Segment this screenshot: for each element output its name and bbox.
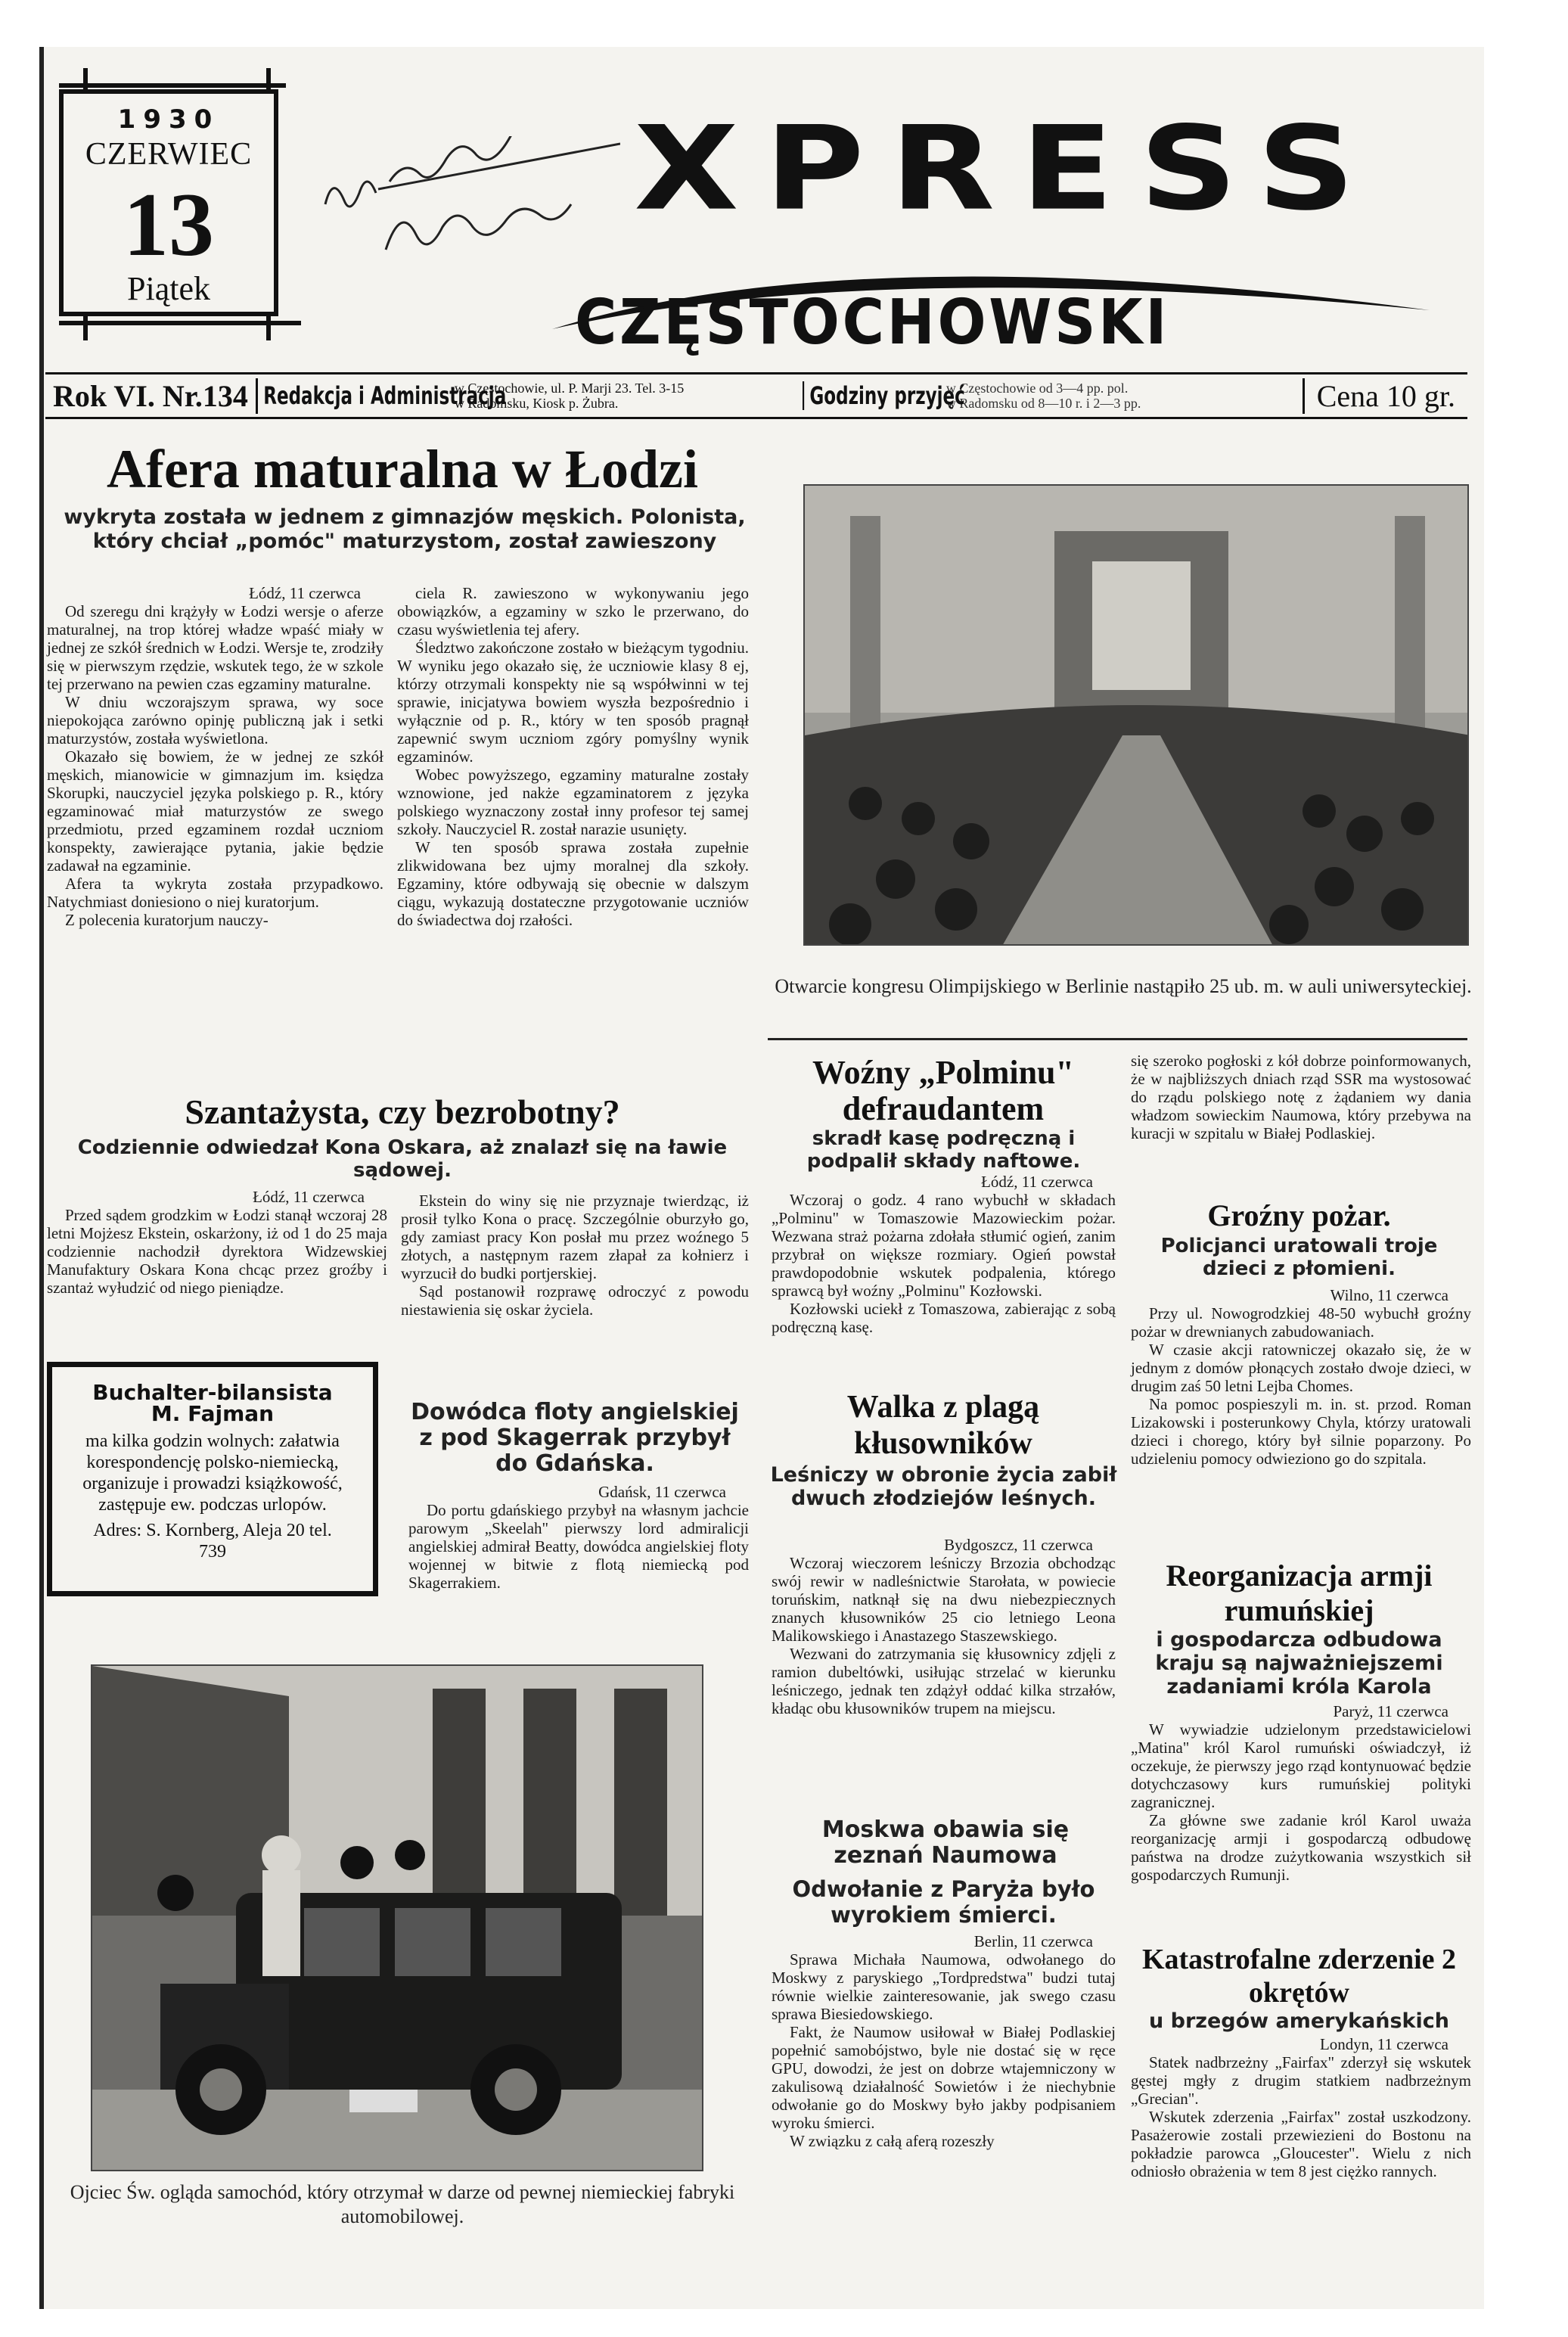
paragraph: Kozłowski uciekł z Tomaszowa, zabierając z sobą podręczną kasę. xyxy=(772,1300,1116,1336)
paragraph: Sąd postanowił rozprawę odroczyć z powodu niestawienia się oskar życiela. xyxy=(401,1282,749,1319)
dateline: Bydgoszcz, 11 czerwca xyxy=(944,1536,1093,1554)
paragraph: Ekstein do winy się nie przyznaje twierdząc, iż prosił tylko Kona o pracę. Szczególnie oburzyło go, gdy zamiast pracy Kon posłał mu przez woźnego 5 złotych, a następnym razem złapał za kołnierz i wyrzucił do budki portjerskiej. xyxy=(401,1192,749,1282)
subheadline-moskwa: Odwołanie z Paryża było wyrokiem śmierci. xyxy=(792,1876,1095,1928)
info-bar xyxy=(45,372,1467,419)
ad-address: Adres: S. Kornberg, Aleja 20 tel. 739 xyxy=(93,1521,332,1562)
article-szantazysta-col1 xyxy=(47,1188,387,1297)
paragraph: Okazało się bowiem, że w jednej ze szkół męskich, mianowicie w gimnazjum im. księdza Skorupki, nauczyciel języka polskiego p. R., który egzaminować miał maturzystów ze swego przedmiotu, przed egzaminem rozdał uczniom konspekty, zawierające pytania, jakie będzie zadawał na egzaminie. xyxy=(47,747,383,875)
office-address-line: w Radomsku, Kiosk p. Żubra. xyxy=(454,396,619,411)
caption-pope-car: Ojciec Św. ogląda samochód, który otrzymał w darze od pewnej niemieckiej fabryki automobilowej. xyxy=(70,2181,735,2227)
paragraph: W wywiadzie udzielonym przedstawicielowi „Matina" król Karol rumuński oświadczył, iż oczekuje, że pierwszy jego rząd kontynuować będzie dotychczasowy kurs rumuńskiej polityki zagranicznej. xyxy=(1131,1720,1471,1811)
article-klusownicy xyxy=(772,1536,1116,1717)
paragraph: Wczoraj o godz. 4 rano wybuchł w składach „Polminu" w Tomaszowie Mazowieckim pożar. Wezwana straż pożarna zdołała stłumić ogień, zanim przybrał on większe rozmiary. Ogień powstał prawdopodobnie wskutek podpalenia, którego sprawcą był woźny „Polminu" Kozłowski. xyxy=(772,1191,1116,1300)
article-moskwa xyxy=(772,1932,1116,2150)
headline-szantazysta: Szantażysta, czy bezrobotny? xyxy=(185,1092,620,1131)
office-hours-line: w Częstochowie od 3—4 pp. pol. xyxy=(945,381,1129,396)
ad-body: ma kilka godzin wolnych: załatwia korespondencję polsko-niemiecką, organizuje i prowadzi książkowość, zastępuje ew. podczas urlopów. xyxy=(82,1431,343,1515)
headline-flota: Dowódca floty angielskiej z pod Skagerrak przybył do Gdańska. xyxy=(411,1399,739,1477)
masthead-city: CZĘSTOCHOWSKI xyxy=(575,287,1170,359)
dateline: Londyn, 11 czerwca xyxy=(1319,2035,1448,2053)
dateline: Łódź, 11 czerwca xyxy=(249,584,361,602)
subheadline-pozar: Policjanci uratowali troje dzieci z płomieni. xyxy=(1160,1235,1438,1280)
headline-klusownicy: Walka z plagą kłusowników xyxy=(846,1390,1040,1461)
dateline: Łódź, 11 czerwca xyxy=(981,1173,1093,1191)
article-rumunia xyxy=(1131,1702,1471,1884)
paragraph: Wobec powyższego, egzaminy maturalne zostały wznowione, jed nakże egzaminatorem z języka polskiego wyznaczony został inny profesor tej samej szkoły. Nauczyciel R. został narazie usunięty. xyxy=(397,766,749,838)
subheadline-wozny: skradł kasę podręczną i podpalił składy naftowe. xyxy=(806,1127,1081,1173)
headline-pozar: Groźny pożar. xyxy=(1207,1198,1391,1232)
article-moskwa-continued xyxy=(1131,1052,1471,1142)
ad-name: M. Fajman xyxy=(151,1401,275,1426)
office-address-line: w Częstochowie, ul. P. Marji 23. Tel. 3-15 xyxy=(454,381,685,396)
paragraph: Z polecenia kuratorjum nauczy- xyxy=(65,911,269,929)
subheadline-rumunia: i gospodarcza odbudowa kraju są najważniejszemi zadaniami króla Karola xyxy=(1155,1628,1443,1698)
paragraph: Afera ta wykryta została przypadkowo. Natychmiast doniesiono o niej kuratorjum. xyxy=(47,875,383,911)
paragraph: Przy ul. Nowogrodzkiej 48-50 wybuchł groźny pożar w drewnianych zabudowaniach. xyxy=(1131,1304,1471,1341)
article-afera-col2 xyxy=(397,584,749,929)
volume-number: Rok VI. Nr.134 xyxy=(45,378,258,414)
paragraph: W związku z całą aferą rozeszły xyxy=(790,2132,995,2150)
dateline: Berlin, 11 czerwca xyxy=(973,1932,1093,1950)
masthead-title: XPRESS xyxy=(634,101,1381,237)
headline-moskwa: Moskwa obawia się zeznań Naumowa xyxy=(821,1816,1070,1869)
subheadline-szantazysta: Codziennie odwiedzał Kona Oskara, aż znalazł się na ławie sądowej. xyxy=(77,1136,728,1182)
paragraph: Wskutek zderzenia „Fairfax" został uszkodzony. Pasażerowie zostali przewiezieni do Bostonu na pokładzie parowca „Gloucester". Wielu z nich odniosło obrażenia w tem 8 jest ciężko rannych. xyxy=(1131,2108,1471,2180)
issue-month: CZERWIEC xyxy=(85,137,253,172)
subheadline-afera: wykryta została w jednem z gimnazjów męskich. Polonista, który chciał „pomóc" maturzystom, został zawieszony xyxy=(64,505,746,553)
paragraph: Do portu gdańskiego przybył na własnym jachcie parowym „Skeelah" pierwszy lord admiralicji angielskiej admirał Beatty, dowódca angielskiej floty wojennej w bitwie z flotą niemiecką pod Skagerrakiem. xyxy=(408,1501,749,1592)
article-okrety xyxy=(1131,2035,1471,2180)
datebox-bottom-rule xyxy=(59,321,301,325)
headline-okrety: Katastrofalne zderzenie 2 okrętów xyxy=(1141,1944,1457,2009)
hours-label: Godziny przyjęć xyxy=(803,381,901,410)
dateline: Paryż, 11 czerwca xyxy=(1333,1702,1448,1720)
dateline: Gdańsk, 11 czerwca xyxy=(598,1483,726,1501)
price: Cena 10 gr. xyxy=(1303,378,1467,414)
office-hours xyxy=(939,381,1188,411)
office-label: Redakcja i Administracja xyxy=(263,381,507,410)
dateline: Łódź, 11 czerwca xyxy=(253,1188,365,1206)
article-flota xyxy=(408,1483,749,1592)
paragraph: się szeroko pogłoski z kół dobrze poinformowanych, że w najbliższych dniach rząd SSR ma wystosować do rządu polskiego notę z żądaniem wy dania władzom sowieckim Naumowa, który przebywa na kuracji w szpitalu w Białej Podlaskiej. xyxy=(1131,1052,1471,1142)
photo-pope-car xyxy=(91,1664,703,2171)
article-pozar xyxy=(1131,1286,1471,1468)
headline-rumunia: Reorganizacja armji rumuńskiej xyxy=(1166,1559,1433,1627)
paragraph: Przed sądem grodzkim w Łodzi stanął wczoraj 28 letni Mojżesz Ekstein, oskarżony, iż od 1 do 25 maja codziennie nachodził dyrektora Widzewskiej Manufaktury Oskara Kona chcąc przez groźby i szantaż wyłudzić od niego pieniądze. xyxy=(47,1206,387,1297)
dateline: Wilno, 11 czerwca xyxy=(1330,1286,1448,1304)
paragraph: W dniu wczorajszym sprawa, wy soce niepokojąca zarówno opinję publiczną jak i setki maturzystów, została wyświetlona. xyxy=(47,693,383,747)
subheadline-klusownicy: Leśniczy w obronie życia zabił dwuch złodziejów leśnych. xyxy=(770,1463,1117,1510)
paragraph: Wezwani do zatrzymania się kłusownicy zdjęli z ramion dubeltówki, usiłując strzelać w kierunku leśniczego, jednak ten zdążył oddać kilka strzałów, kładąc obu kłusowników trupem na miejscu. xyxy=(772,1645,1116,1717)
paragraph: Fakt, że Naumow usiłował w Białej Podlaskiej popełnić samobójstwo, byle nie dostać się w ręce GPU, dowodzi, że jest on dobrze wtajemniczony w zakulisową działalność Sowietów i że niechybnie odwołanie go do Moskwy było jakby podpisaniem wyroku śmierci. xyxy=(772,2023,1116,2132)
section-rule xyxy=(768,1038,1467,1040)
article-wozny xyxy=(772,1173,1116,1336)
paragraph: Śledztwo zakończone zostało w bieżącym tygodniu. W wyniku jego okazało się, że uczniowie klasy 8 ej, którzy otrzymali konspekty nie są współwinni w tej sprawie, inicjatywa bowiem wyszła bezpośrednio i wyłącznie od p. R., który w ten sposób pragnął zapewnić swym uczniom zgóry pomyślny wynik egzaminów. xyxy=(397,639,749,766)
issue-year: 1930 xyxy=(117,104,220,135)
paragraph: Od szeregu dni krążyły w Łodzi wersje o aferze maturalnej, na trop której władze wpaść miały w jednej ze szkół średnich w Łodzi. Wersje te, zrodziły się w pierwszym rzędzie, wskutek tego, że w szkole tej przerwano na pewien czas egzaminy maturalne. xyxy=(47,602,383,693)
subheadline-okrety: u brzegów amerykańskich xyxy=(1149,2009,1449,2033)
paragraph: Wczoraj wieczorem leśniczy Brzozia obchodząc swój rewir w nadleśnictwie Starołata, w powiecie toruńskim, natknął się na dwu niebezpiecznych znanych kłusowników 25 cio letniego Leona Malikowskiego i Anastazego Staszewskiego. xyxy=(772,1554,1116,1645)
office-hours-line: w Radomsku od 8—10 r. i 2—3 pp. xyxy=(945,396,1141,411)
datebox-top-rule xyxy=(59,83,286,88)
photo-olympic-congress xyxy=(803,484,1469,946)
article-afera-col1 xyxy=(47,584,383,929)
issue-day: 13 xyxy=(123,174,214,275)
issue-weekday: Piątek xyxy=(127,270,210,307)
paragraph: W ten sposób sprawa została zupełnie zlikwidowana bez ujmy moralnej dla szkoły. Egzaminy, które odbywają się obecnie w dalszym ciągu, wykazują dostateczne przygotowanie uczniów do świadectwa doj rzałości. xyxy=(397,838,749,929)
paragraph: Za główne swe zadanie król Karol uważa reorganizację armji i gospodarczą odbudowę państwa na drodze zużytkowania wszystkich sił gospodarczych Rumunji. xyxy=(1131,1811,1471,1884)
headline-wozny: Woźny „Polminu" defraudantem xyxy=(812,1054,1074,1127)
date-box xyxy=(59,89,278,316)
advertisement-box xyxy=(47,1362,378,1596)
ad-title: Buchalter-bilansista xyxy=(92,1380,333,1405)
headline-afera: Afera maturalna w Łodzi xyxy=(107,439,698,499)
paragraph: Sprawa Michała Naumowa, odwołanego do Moskwy z paryskiego „Tordpredstwa" budzi tutaj równie wielkie zainteresowanie, jak swego czasu sprawa Biesiedowskiego. xyxy=(772,1950,1116,2023)
paragraph: Statek nadbrzeżny „Fairfax" zderzył się wskutek gęstej mgły z drugim statkiem nadbrzeżnym „Grecian". xyxy=(1131,2053,1471,2108)
paragraph: W czasie akcji ratowniczej okazało się, że w jednym z domów płonących zostało dwoje dzieci, w drugim zaś 50 letni Lejba Chomes. xyxy=(1131,1341,1471,1395)
caption-olympic-congress: Otwarcie kongresu Olimpijskiego w Berlinie nastąpiło 25 ub. m. w auli uniwersyteckiej. xyxy=(775,975,1472,997)
paragraph: Na pomoc pospieszyli m. in. st. przod. Roman Lizakowski i posterunkowy Chyla, którzy uratowali dzieci i chorego, który był silnie poparzony. Po udzieleniu pomocy odwieziono go do szpitala. xyxy=(1131,1395,1471,1468)
article-szantazysta-col2 xyxy=(401,1192,749,1319)
paragraph: ciela R. zawieszono w wykonywaniu jego obowiązków, a egzaminy w szko le przerwano, do czasu wyświetlenia tej afery. xyxy=(397,584,749,639)
